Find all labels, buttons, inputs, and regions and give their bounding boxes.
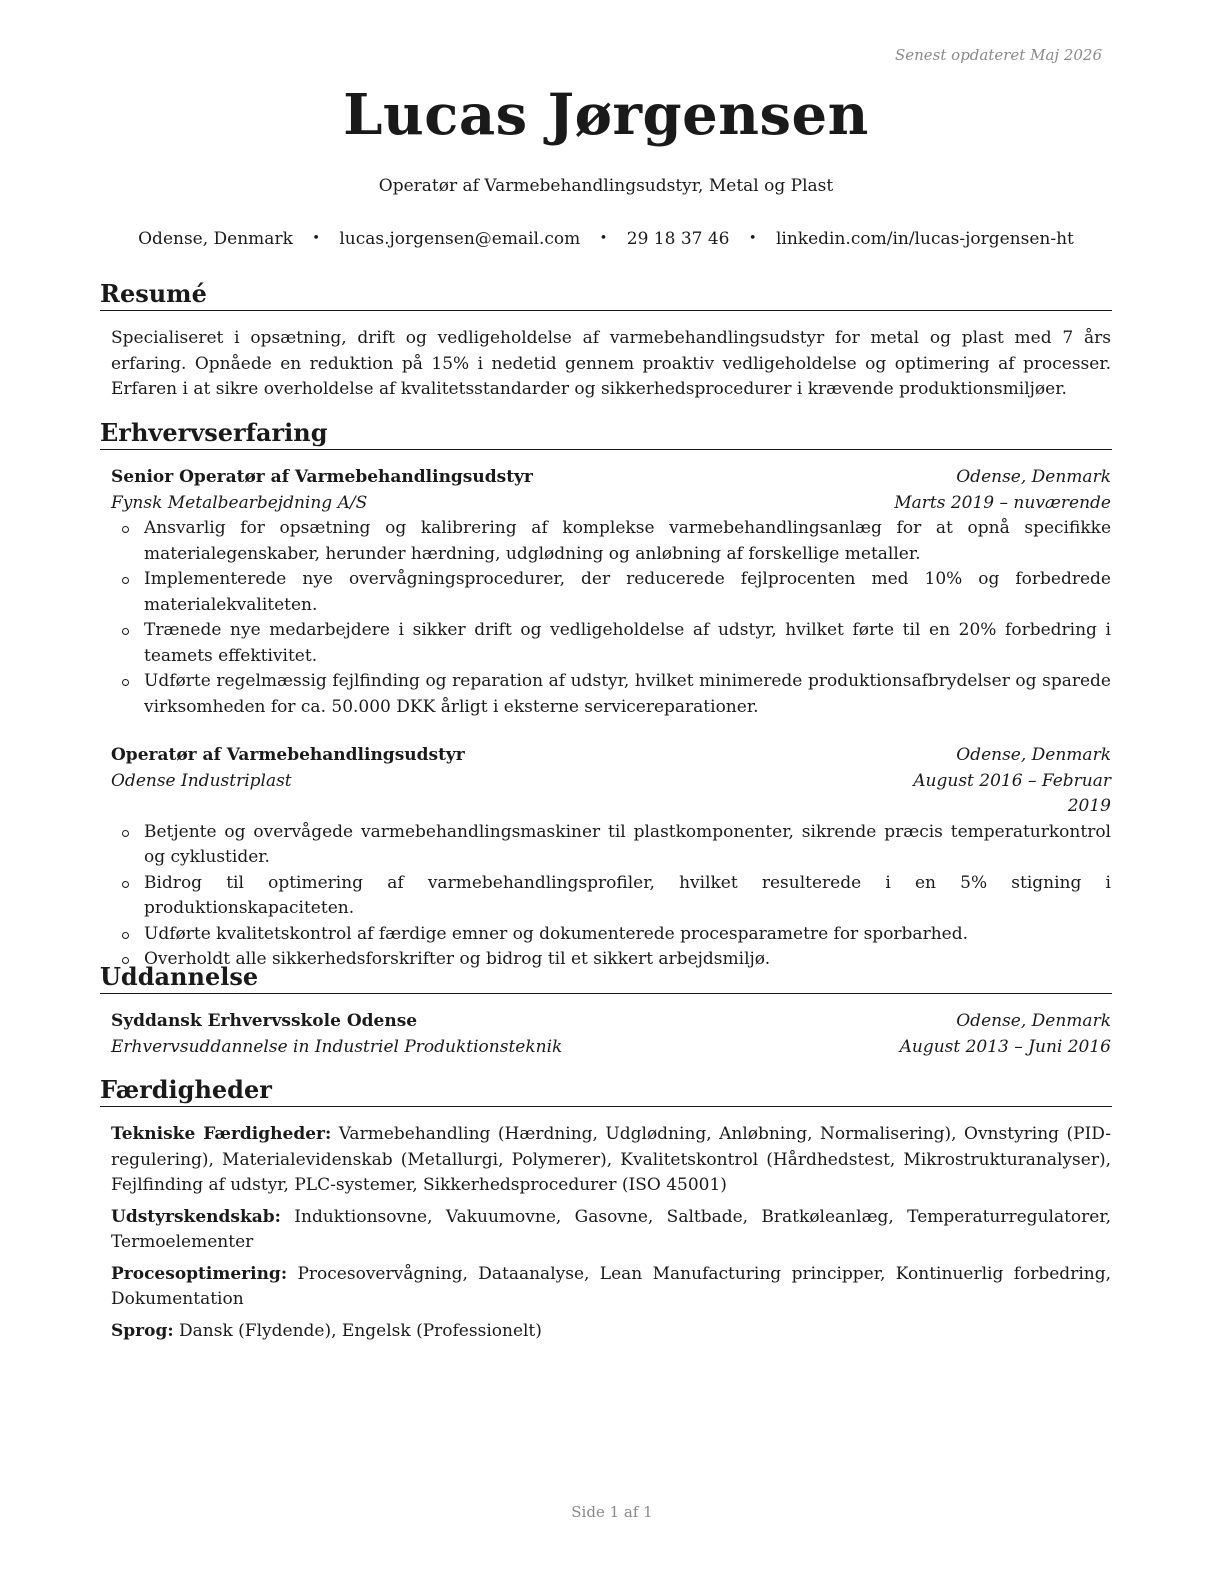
skill-text: Dansk (Flydende), Engelsk (Professionelt): [179, 1320, 542, 1341]
contact-linkedin[interactable]: linkedin.com/in/lucas-jorgensen-ht: [775, 229, 1074, 249]
list-item: Overholdt alle sikkerhedsforskrifter og bidrog til et sikkert arbejdsmiljø.: [111, 947, 1111, 973]
school-name: Syddansk Erhvervsskole Odense: [111, 1011, 418, 1031]
job-company: Odense Industriplast: [111, 770, 292, 791]
job-location: Odense, Denmark: [956, 745, 1111, 765]
bullet-separator: •: [748, 231, 757, 246]
skill-text: Induktionsovne, Vakuumovne, Gasovne, Saltbade, Bratkøleanlæg, Temperaturregulatorer, Termoelementer: [111, 1206, 1112, 1252]
section-heading-summary: Resumé: [100, 279, 1112, 311]
skill-text: Varmebehandling (Hærdning, Udglødning, Anløbning, Normalisering), Ovnstyring (PID-regulering), Materialevidenskab (Metallurgi, Polymerer), Kvalitetskontrol (Hårdhedstest, Mikrostrukturanalyser), Fejlfinding af udstyr, PLC-systemer, Sikkerhedsprocedurer (ISO 45001): [111, 1124, 1111, 1195]
skill-group: [111, 1205, 1111, 1256]
contact-location: Odense, Denmark: [138, 229, 293, 249]
list-item: Udførte kvalitetskontrol af færdige emner og dokumenterede procesparametre for sporbarhed.: [111, 922, 1111, 948]
skill-label: Udstyrskendskab:: [111, 1206, 281, 1227]
page-number: Side 1 af 1: [571, 1503, 653, 1521]
summary-text: Specialiseret i opsætning, drift og vedligeholdelse af varmebehandlingsudstyr for metal og plast med 7 års erfaring. Opnåede en reduktion på 15% i nedetid gennem proaktiv vedligeholdelse og optimering af processer. Erfaren i at sikre overholdelse af kvalitetsstandarder og sikkerhedsprocedurer i krævende produktionsmiljøer.: [111, 328, 1111, 399]
school-location: Odense, Denmark: [956, 1011, 1111, 1031]
bullet-separator: •: [312, 231, 320, 246]
contact-email[interactable]: lucas.jorgensen@email.com: [339, 229, 581, 249]
skill-group: [111, 1262, 1111, 1313]
candidate-name: Lucas Jørgensen: [343, 82, 869, 148]
job-dates: August 2016 – Februar 2019: [913, 770, 1111, 816]
degree: Erhvervsuddannelse in Industriel Produktionsteknik: [111, 1036, 563, 1057]
job-location: Odense, Denmark: [956, 467, 1111, 487]
contact-phone: 29 18 37 46: [626, 229, 730, 249]
job-title: Operatør af Varmebehandlingsudstyr: [111, 745, 465, 765]
section-heading-education: Uddannelse: [100, 962, 1112, 994]
section-heading-experience: Erhvervserfaring: [100, 418, 1112, 450]
skill-group: [111, 1319, 1111, 1345]
section-heading-skills: Færdigheder: [100, 1075, 1112, 1107]
education-entry: [111, 1009, 1111, 1060]
skills-list: [111, 1122, 1111, 1350]
list-item: Ansvarlig for opsætning og kalibrering af komplekse varmebehandlingsanlæg for at opnå specifikke materialegenskaber, herunder hærdning, udglødning og anløbning af forskellige metaller.: [111, 516, 1111, 567]
last-updated: Senest opdateret Maj 2026: [894, 46, 1102, 64]
job-title: Senior Operatør af Varmebehandlingsudstyr: [111, 467, 533, 487]
list-item: Implementerede nye overvågningsprocedurer, der reducerede fejlprocenten med 10% og forbedrede materialekvaliteten.: [111, 567, 1111, 618]
list-item: Bidrog til optimering af varmebehandlingsprofiler, hvilket resulterede i en 5% stigning i produktionskapaciteten.: [111, 871, 1111, 922]
skill-label: Sprog:: [111, 1320, 174, 1341]
skill-label: Procesoptimering:: [111, 1263, 288, 1284]
job-entry: [111, 465, 1111, 720]
skill-text: Procesovervågning, Dataanalyse, Lean Manufacturing principper, Kontinuerlig forbedring, Dokumentation: [111, 1263, 1111, 1309]
list-item: Udførte regelmæssig fejlfinding og reparation af udstyr, hvilket minimerede produktionsafbrydelser og sparede virksomheden for ca. 50.000 DKK årligt i eksterne servicereparationer.: [111, 669, 1111, 720]
skill-label: Tekniske Færdigheder:: [111, 1124, 332, 1144]
skill-group: [111, 1122, 1111, 1199]
job-title: Operatør af Varmebehandlingsudstyr, Metal og Plast: [378, 176, 834, 196]
education-dates: August 2013 – Juni 2016: [899, 1036, 1111, 1057]
list-item: Betjente og overvågede varmebehandlingsmaskiner til plastkomponenter, sikrende præcis temperaturkontrol og cyklustider.: [111, 820, 1111, 871]
contact-line: [100, 229, 1112, 249]
job-entry: [111, 743, 1111, 973]
bullet-separator: •: [599, 231, 608, 246]
list-item: Trænede nye medarbejdere i sikker drift og vedligeholdelse af udstyr, hvilket førte til en 20% forbedring i teamets effektivitet.: [111, 618, 1111, 669]
job-company: Fynsk Metalbearbejdning A/S: [111, 492, 368, 513]
job-dates: Marts 2019 – nuværende: [894, 492, 1111, 513]
